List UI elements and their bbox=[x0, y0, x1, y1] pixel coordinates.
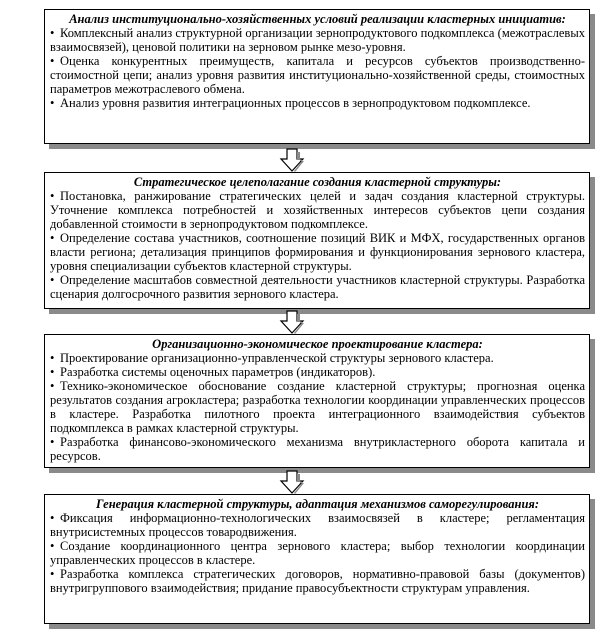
bullet-icon: • bbox=[50, 231, 55, 245]
bullet-icon: • bbox=[50, 189, 55, 203]
stage-item: • Определение масштабов совместной деятельности участников кластерной структуры. Разработка сценария долгосрочного развития зернового кластера. bbox=[50, 273, 585, 301]
stage-title-1: Анализ институционально-хозяйственных условий реализации кластерных инициатив: bbox=[69, 12, 566, 26]
stage-block-4 bbox=[44, 494, 590, 624]
stage-title-3: Организационно-экономическое проектирование кластера: bbox=[152, 337, 483, 351]
bullet-icon: • bbox=[50, 26, 55, 40]
bullet-icon: • bbox=[50, 435, 55, 449]
bullet-icon: • bbox=[50, 273, 55, 287]
stage-item: • Постановка, ранжирование стратегических целей и задач создания кластерной структуры. Уточнение комплекса потребностей и хозяйственных интересов субъектов цепи создания добавленной стоимости в зернопродуктовом подкомплексе. bbox=[50, 189, 585, 231]
stage-title-2: Стратегическое целеполагание создания кластерной структуры: bbox=[133, 175, 502, 189]
stage-item: • Технико-экономическое обоснование создание кластерной структуры; прогнозная оценка результатов создания агрокластера; разработка технологии координации управленческих процессов в кластере. Разработка пилотного проекта интеграционного взаимодействия субъектов подкомплекса в рамках кластерной структуры. bbox=[50, 379, 585, 435]
stage-item: • Оценка конкурентных преимуществ, капитала и ресурсов субъектов производственно-стоимостной цепи; анализ уровня развития институционально-хозяйственной среды, стоимостных параметров межотраслевого обмена. bbox=[50, 54, 585, 96]
stage-item: • Разработка комплекса стратегических договоров, нормативно-правовой базы (документов) внутригруппового взаимодействия; придание правосубъектности структурам управления. bbox=[50, 567, 585, 595]
bullet-icon: • bbox=[50, 567, 55, 581]
bullet-icon: • bbox=[50, 539, 55, 553]
bullet-icon: • bbox=[50, 96, 55, 110]
stage-item: • Комплексный анализ структурной организации зернопродуктового подкомплекса (межотраслевых взаимосвязей), ценовой политики на зерновом рынке мезо-уровня. bbox=[50, 26, 585, 54]
stage-item: • Анализ уровня развития интеграционных процессов в зернопродуктовом подкомплексе. bbox=[50, 96, 531, 110]
stage-item: • Фиксация информационно-технологических взаимосвязей в кластере; регламентация внутрисистемных процессов товародвижения. bbox=[50, 511, 585, 539]
bullet-icon: • bbox=[50, 511, 55, 525]
stage-title-4: Генерация кластерной структуры, адаптация механизмов саморегулирования: bbox=[95, 497, 540, 511]
bullet-icon: • bbox=[50, 379, 55, 393]
stage-item: • Проектирование организационно-управленческой структуры зернового кластера. bbox=[50, 351, 494, 365]
down-arrow-icon bbox=[279, 147, 305, 173]
stage-item: • Создание координационного центра зернового кластера; выбор технологии координации управленческих процессов в кластере. bbox=[50, 539, 585, 567]
stage-item: • Определение состава участников, соотношение позиций ВИК и МФХ, государственных органов власти региона; детализация принципов формирования и функционирования зернового кластера, уровня специализации субъектов кластерной структуры. bbox=[50, 231, 585, 273]
down-arrow-icon bbox=[279, 309, 305, 335]
stage-block-1 bbox=[44, 9, 590, 144]
stage-block-2 bbox=[44, 172, 590, 309]
stage-item: • Разработка системы оценочных параметров (индикаторов). bbox=[50, 365, 376, 379]
stage-block-3 bbox=[44, 334, 590, 468]
stage-item: • Разработка финансово-экономического механизма внутрикластерного оборота капитала и ресурсов. bbox=[50, 435, 585, 463]
bullet-icon: • bbox=[50, 351, 55, 365]
bullet-icon: • bbox=[50, 365, 55, 379]
bullet-icon: • bbox=[50, 54, 55, 68]
down-arrow-icon bbox=[279, 469, 305, 495]
